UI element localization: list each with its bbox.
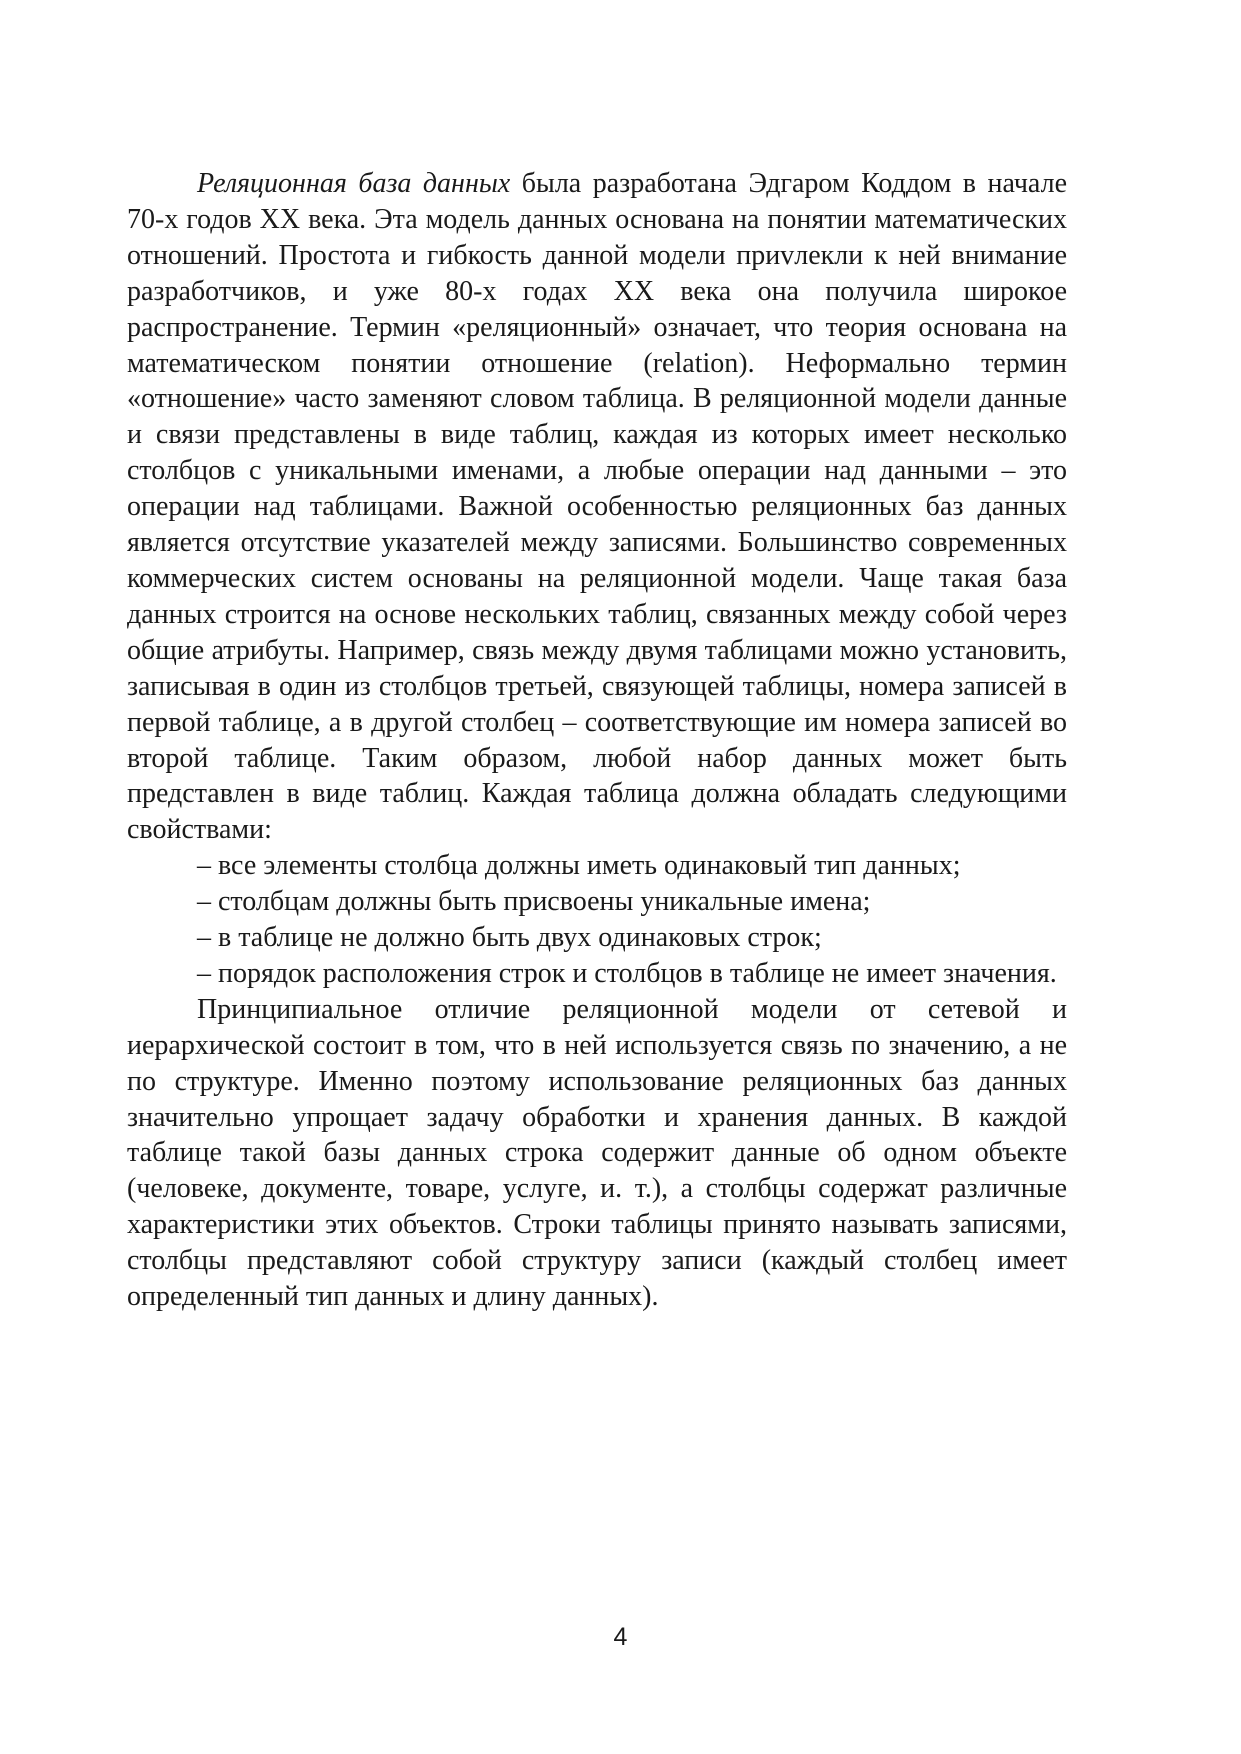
property-item-3: – в таблице не должно быть двух одинаковых строк; [197,922,822,954]
intro-paragraph [127,166,1067,848]
property-item-2: – столбцам должны быть присвоены уникальные имена; [197,886,871,918]
body-text [127,166,1067,1315]
property-item-4: – порядок расположения строк и столбцов в таблице не имеет значения. [197,957,1057,989]
page-number: 4 [613,1623,628,1651]
conclusion-paragraph: Принципиальное отличие реляционной модели от сетевой и иерархической состоит в том, что в ней используется связь по значению, а не по структуре. Именно поэтому использование реляционных баз данных значительно упрощает задачу обработки и хранения данных. В каждой таблице такой базы данных строка содержит данные об одном объекте (человеке, документе, товаре, услуге, и. т.), а столбцы содержат различные характеристики этих объектов. Строки таблицы принято называть записями, столбцы представляют собой структуру записи (каждый столбец имеет определенный тип данных и длину данных). [127,993,1067,1313]
lead-term: Реляционная база данных [197,168,511,199]
property-item-1: – все элементы столбца должны иметь одинаковый тип данных; [197,850,961,882]
intro-text: была разработана Эдгаром Коддом в начале 70-х годов XX века. Эта модель данных основана на понятии математических отношений. Простота и гибкость данной модели приvлекли к ней внимание разработчиков, и уже 80-х годах XX века она получила широкое распространение. Термин «реляционный» означает, что теория основана на математическом понятии отношение (relation). Неформально термин «отношение» часто заменяют словом таблица. В реляционной модели данные и связи представлены в виде таблиц, каждая из которых имеет несколько столбцов с уникальными именами, а любые операции над данными – это операции над таблицами. Важной особенностью реляционных баз данных является отсутствие указателей между записями. Большинство современных коммерческих систем основаны на реляционной модели. Чаще такая база данных строится на основе нескольких таблиц, связанных между собой через общие атрибуты. Например, связь между двумя таблицами можно установить, записывая в один из столбцов третьей, связующей таблицы, номера записей в первой таблице, а в другой столбец – соответствующие им номера записей во второй таблице. Таким образом, любой набор данных может быть представлен в виде таблиц. Каждая таблица должна обладать следующими свойствами: [127,168,1067,846]
